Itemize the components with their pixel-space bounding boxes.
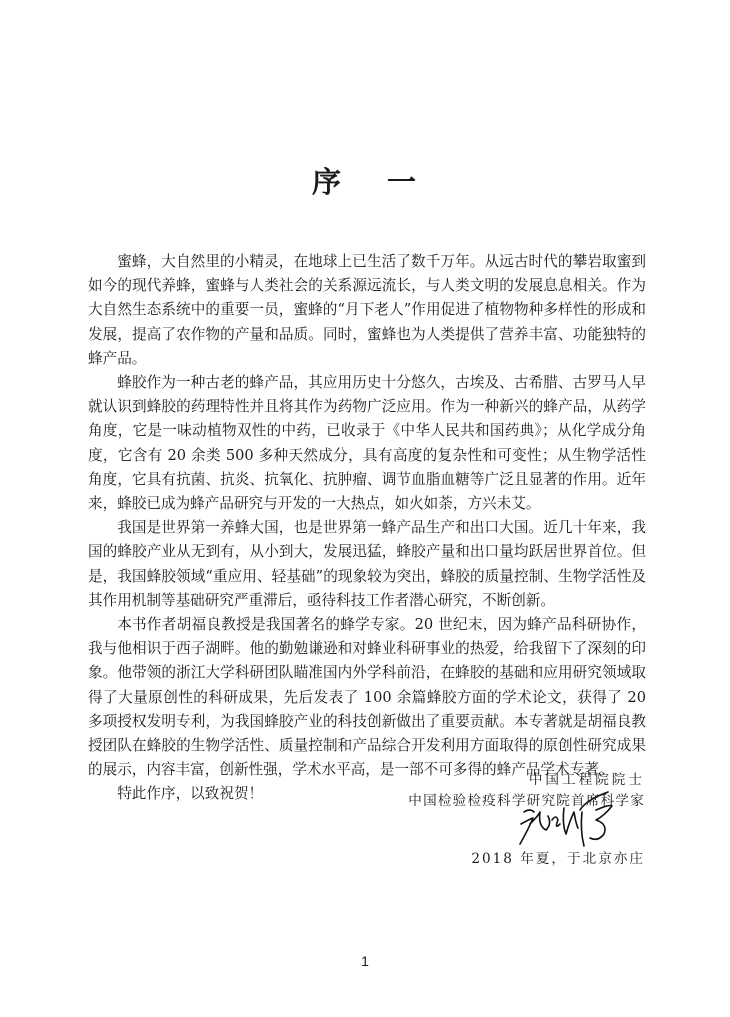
author-title-chief-scientist: 中国检验检疫科学研究院首席科学家 xyxy=(408,793,645,809)
page-title xyxy=(0,160,730,201)
paragraph: 特此作序，以致祝贺！ xyxy=(117,785,264,803)
paragraph: 我国是世界第一养蜂大国，也是世界第一蜂产品生产和出口大国。近几十年来，我国的蜂胶产业从无到有，从小到大，发展迅猛，蜂胶产量和出口量均跃居世界首位。但是，我国蜂胶领域“重应用、轻基础”的现象较为突出，蜂胶的质量控制、生物学活性及其作用机制等基础研究严重滞后，亟待科技工作者潜心研究，不断创新。 xyxy=(88,519,646,609)
title-char: 一 xyxy=(387,165,419,199)
handwritten-signature xyxy=(518,790,628,848)
paragraph: 蜂胶作为一种古老的蜂产品，其应用历史十分悠久，古埃及、古希腊、古罗马人早就认识到蜂胶的药理特性并且将其作为药物广泛应用。作为一种新兴的蜂产品，从药学角度，它是一味动植物双性的中药，已收录于《中华人民共和国药典》；从化学成分角度，它含有 20 余类 500 多种天然成分，具有高度的复杂性和可变性；从生物学活性角度，它具有抗菌、抗炎、抗氧化、抗肿瘤、调节血脂血糖等广泛且显著的作用。近年来，蜂胶已成为蜂产品研究与开发的一大热点，如火如荼，方兴未艾。 xyxy=(88,374,646,513)
date-place: 2018 年夏，于北京亦庄 xyxy=(471,851,645,867)
author-title-academician: 中国工程院院士 xyxy=(528,772,645,788)
title-char: 序 xyxy=(311,165,343,199)
page-number: 1 xyxy=(361,953,369,969)
paragraph: 本书作者胡福良教授是我国著名的蜂学专家。20 世纪末，因为蜂产品科研协作，我与他相识于西子湖畔。他的勤勉谦逊和对蜂业科研事业的热爱，给我留下了深刻的印象。他带领的浙江大学科研团队瞄准国内外学科前沿，在蜂胶的基础和应用研究领域取得了大量原创性的科研成果，先后发表了 100 余篇蜂胶方面的学术论文，获得了 20 多项授权发明专利，为我国蜂胶产业的科技创新做出了重要贡献。本专著就是胡福良教授团队在蜂胶的生物学活性、质量控制和产品综合开发利用方面取得的原创性研究成果的展示，内容丰富，创新性强，学术水平高，是一部不可多得的蜂产品学术专著。 xyxy=(88,616,646,779)
preface-body xyxy=(88,250,646,807)
paragraph: 蜜蜂，大自然里的小精灵，在地球上已生活了数千万年。从远古时代的攀岩取蜜到如今的现代养蜂，蜜蜂与人类社会的关系源远流长，与人类文明的发展息息相关。作为大自然生态系统中的重要一员，蜜蜂的“月下老人”作用促进了植物物种多样性的形成和发展，提高了农作物的产量和品质。同时，蜜蜂也为人类提供了营养丰富、功能独特的蜂产品。 xyxy=(88,253,646,367)
